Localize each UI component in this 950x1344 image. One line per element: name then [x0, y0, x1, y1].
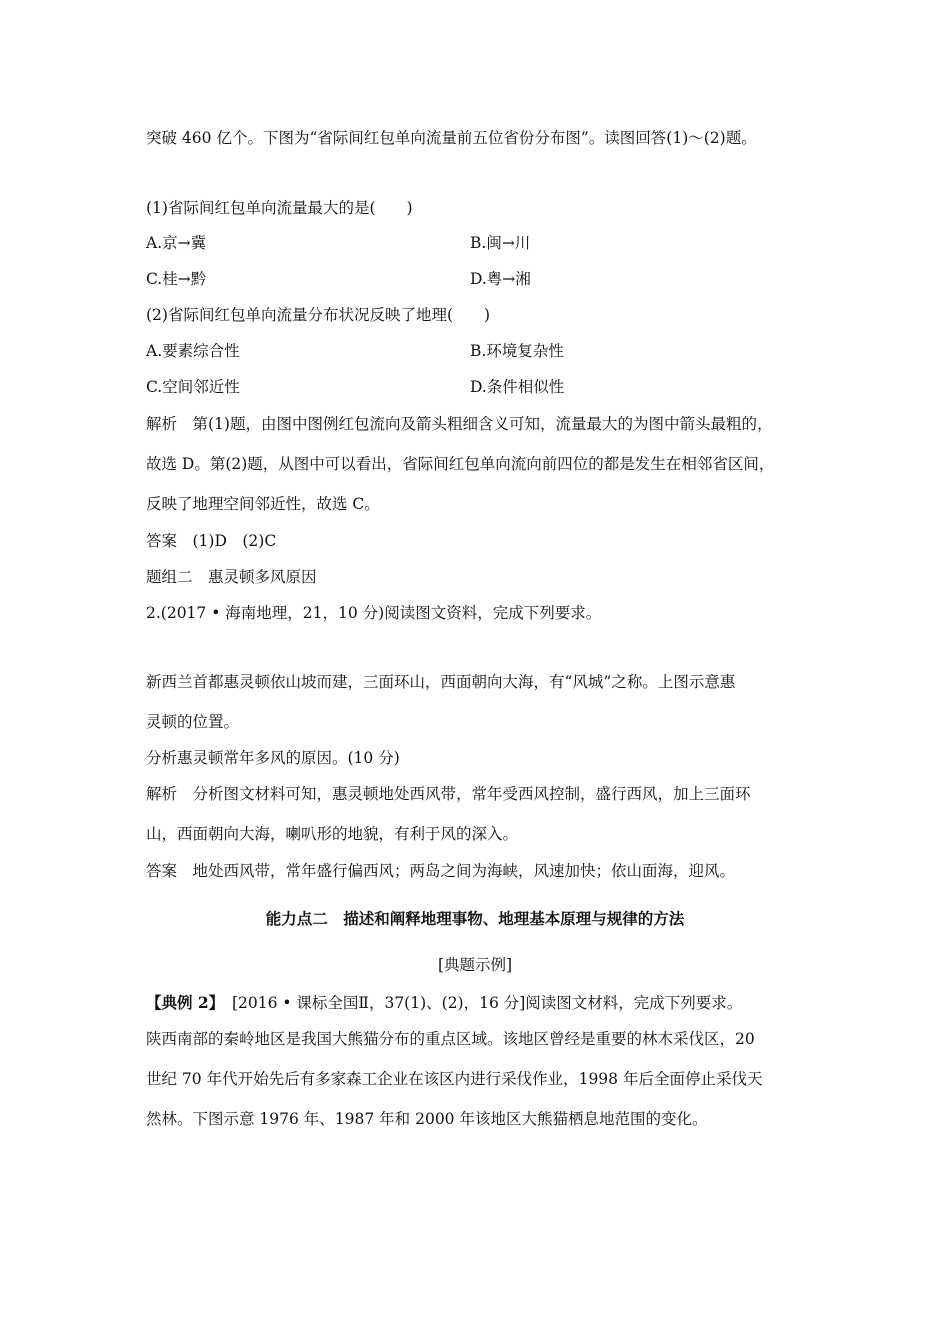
question-1-option-b: B.闽→川: [470, 234, 531, 252]
analysis-1-line-3: 反映了地理空间邻近性，故选 C。: [146, 495, 380, 513]
material-line-1: 新西兰首都惠灵顿依山坡而建，三面环山，西面朝向大海，有“风城”之称。上图示意惠: [146, 673, 736, 691]
analysis-1-line-1: 解析 第(1)题，由图中图例红包流向及箭头粗细含义可知，流量最大的为图中箭头最粗的，: [146, 415, 773, 433]
question-2-option-a: A.要素综合性: [146, 342, 240, 360]
example-label: [典题示例]: [437, 956, 513, 974]
group-2-title: 题组二 惠灵顿多风原因: [146, 568, 317, 586]
question-1-option-a: A.京→冀: [146, 234, 207, 252]
task-line: 分析惠灵顿常年多风的原因。(10 分): [146, 749, 400, 767]
material-line-2: 灵顿的位置。: [146, 713, 240, 731]
section-heading: 能力点二 描述和阐释地理事物、地理基本原理与规律的方法: [265, 909, 685, 928]
example-2-text-line-3: 然林。下图示意 1976 年、1987 年和 2000 年该地区大熊猫栖息地范围的变化。: [146, 1110, 708, 1128]
example-2-text-line-1: 陕西南部的秦岭地区是我国大熊猫分布的重点区域。该地区曾经是重要的林木采伐区，20: [146, 1030, 755, 1048]
example-2-source: [2016 • 课标全国Ⅱ，37(1)、(2)，16 分]阅读图文材料，完成下列要求。: [216, 994, 743, 1012]
question-2-option-b: B.环境复杂性: [470, 342, 564, 360]
example-2-line: [146, 993, 742, 1013]
analysis-2-line-2: 山，西面朝向大海，喇叭形的地貌，有利于风的深入。: [146, 825, 519, 843]
analysis-2-line-1: 解析 分析图文材料可知，惠灵顿地处西风带，常年受西风控制，盛行西风，加上三面环: [146, 785, 751, 803]
intro-line: 突破 460 亿个。下图为“省际间红包单向流量前五位省份分布图”。读图回答(1)～(2)题。: [146, 129, 757, 147]
question-1-option-d: D.粤→湘: [470, 270, 531, 288]
question-2-option-c: C.空间邻近性: [146, 378, 240, 396]
question-wellington: 2.(2017 • 海南地理，21，10 分)阅读图文资料，完成下列要求。: [146, 604, 602, 622]
example-2-tag: 【典例 2】: [146, 993, 217, 1012]
question-1-stem: (1)省际间红包单向流量最大的是( ): [146, 199, 413, 217]
example-2-text-line-2: 世纪 70 年代开始先后有多家森工企业在该区内进行采伐作业，1998 年后全面停止采伐天: [146, 1070, 763, 1088]
answer-1: 答案 (1)D (2)C: [146, 532, 277, 550]
question-2-option-d: D.条件相似性: [470, 378, 565, 396]
question-2-stem: (2)省际间红包单向流量分布状况反映了地理( ): [146, 306, 491, 324]
answer-2: 答案 地处西风带，常年盛行偏西风；两岛之间为海峡，风速加快；依山面海，迎风。: [146, 862, 736, 880]
analysis-1-line-2: 故选 D。第(2)题，从图中可以看出，省际间红包单向流向前四位的都是发生在相邻省区间，: [146, 455, 775, 473]
question-1-option-c: C.桂→黔: [146, 270, 207, 288]
